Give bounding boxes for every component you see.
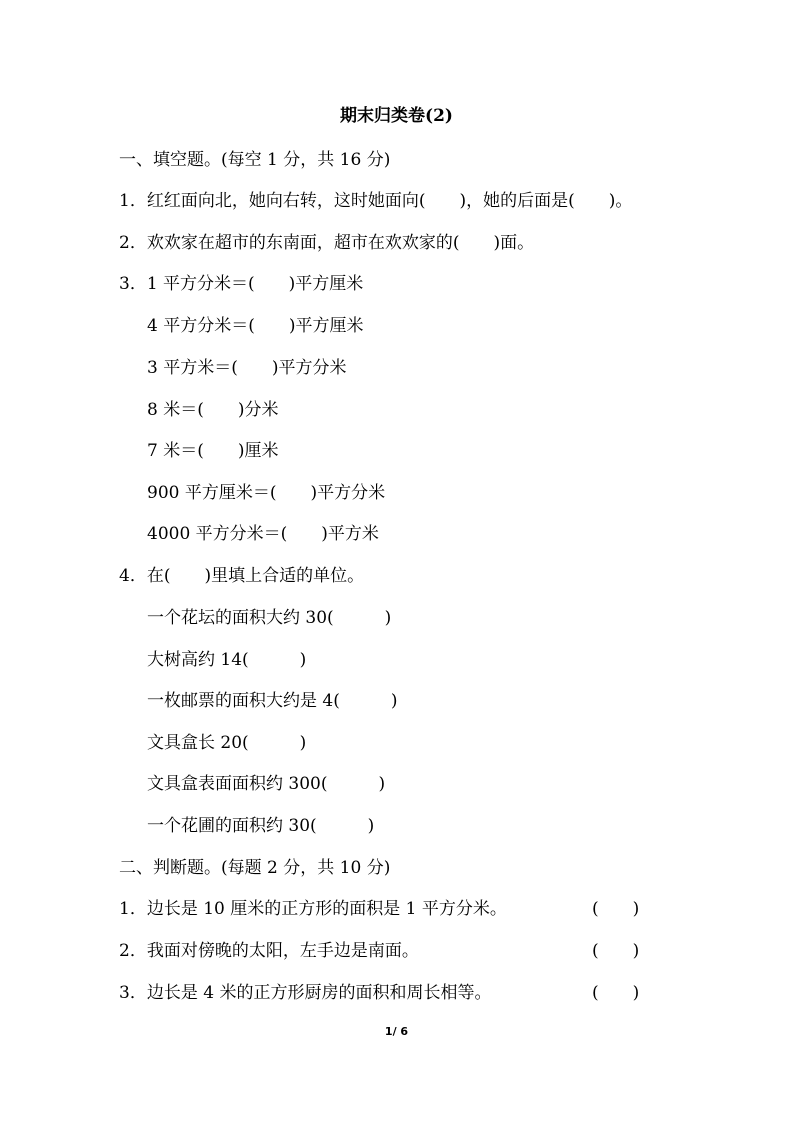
question-4-line: 一个花圃的面积约 30( ) [147, 816, 375, 836]
judge-item-blank: ( ) [592, 983, 640, 1003]
question-3-line: 3 平方米＝( )平方分米 [147, 358, 347, 378]
page-title: 期末归类卷(2) [340, 106, 453, 126]
question-3-line: 4 平方分米＝( )平方厘米 [147, 316, 364, 336]
judge-item-text: 3．边长是 4 米的正方形厨房的面积和周长相等。 [119, 983, 492, 1003]
judge-item-blank: ( ) [592, 941, 640, 961]
question-3-line: 4000 平方分米＝( )平方米 [147, 524, 379, 544]
question-3-line: 900 平方厘米＝( )平方分米 [147, 483, 386, 503]
question-4-line: 大树高约 14( ) [147, 650, 307, 670]
section2-heading: 二、判断题。(每题 2 分，共 10 分) [119, 858, 391, 878]
question-3-line: 7 米＝( )厘米 [147, 441, 279, 461]
judge-item-blank: ( ) [592, 899, 640, 919]
page-number: 1/ 6 [384, 1025, 409, 1038]
judge-item-text: 2．我面对傍晚的太阳，左手边是南面。 [119, 941, 419, 961]
question-3-line: 8 米＝( )分米 [147, 400, 279, 420]
question-1: 1．红红面向北，她向右转，这时她面向( )，她的后面是( )。 [119, 191, 633, 211]
question-2: 2．欢欢家在超市的东南面，超市在欢欢家的( )面。 [119, 233, 535, 253]
question-4-line: 一个花坛的面积大约 30( ) [147, 608, 392, 628]
question-4-line: 文具盒表面面积约 300( ) [147, 774, 386, 794]
judge-item-text: 1．边长是 10 厘米的正方形的面积是 1 平方分米。 [119, 899, 507, 919]
question-3-line: 3．1 平方分米＝( )平方厘米 [119, 274, 364, 294]
question-4-line: 一枚邮票的面积大约是 4( ) [147, 691, 398, 711]
question-4-line: 文具盒长 20( ) [147, 733, 307, 753]
question-4-heading: 4．在( )里填上合适的单位。 [119, 566, 365, 586]
section1-heading: 一、填空题。(每空 1 分，共 16 分) [119, 150, 391, 170]
